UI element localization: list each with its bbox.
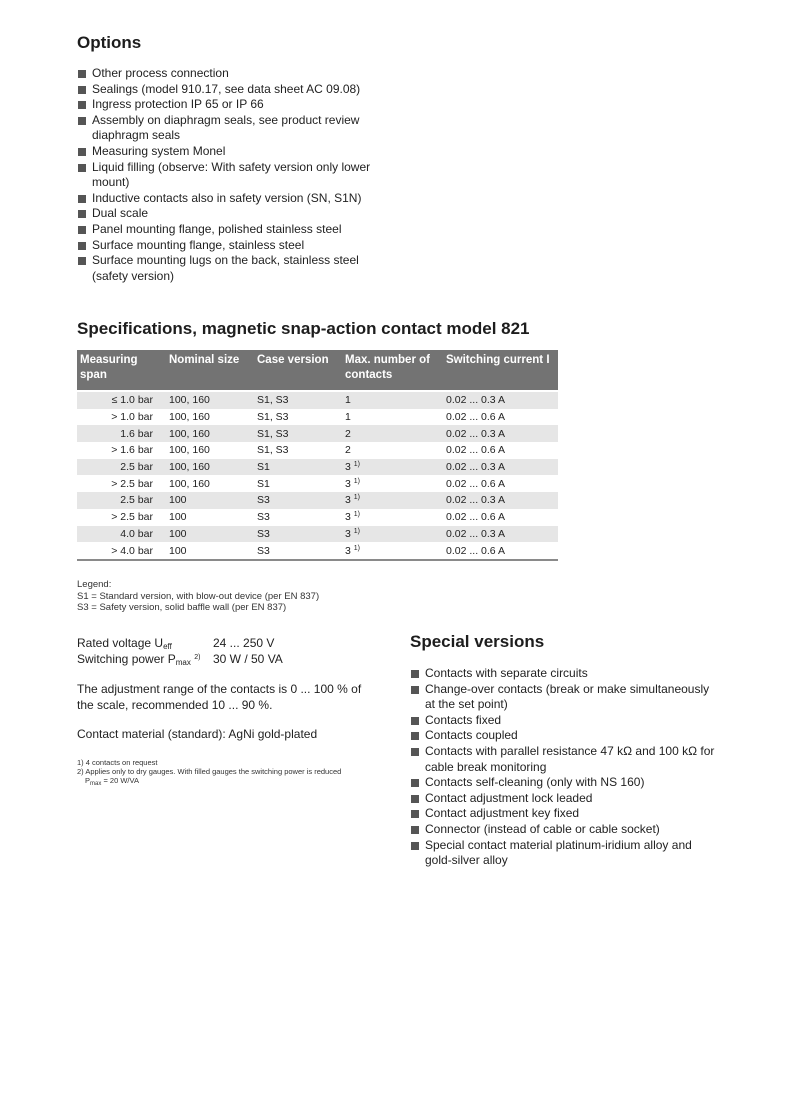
cell-case: S3: [254, 492, 342, 509]
list-item: Measuring system Monel: [77, 144, 392, 160]
cell-case: S1, S3: [257, 444, 289, 457]
footnote-2: 2) Applies only to dry gauges. With filled gauges the switching power is reduced: [77, 767, 342, 776]
bullet-square-icon: [411, 826, 419, 834]
legend-title: Legend:: [77, 579, 112, 590]
cell-span: 1.6 bar: [77, 425, 166, 442]
cell-contacts: 3 $^{1)}$: [342, 492, 443, 509]
cell-contacts: 2: [342, 425, 443, 442]
bullet-square-icon: [411, 810, 419, 818]
switching-power-label: Switching power $P_{max}$ $^{2)}$: [77, 652, 201, 667]
list-item: Surface mounting lugs on the back, stainless steel (safety version): [77, 253, 392, 284]
cell-contacts: 3 $^{1)}$: [345, 477, 360, 490]
cell-case: S1, S3: [254, 391, 342, 409]
adjustment-text: The adjustment range of the contacts is 0 ... 100 % of the scale, recommended 10 ... 90 %.: [77, 682, 362, 712]
options-heading: Options: [77, 33, 142, 52]
list-item: Sealings (model 910.17, see data sheet AC 09.08): [77, 82, 392, 98]
cell-size: 100, 160: [166, 391, 254, 409]
cell-size: 100, 160: [166, 425, 254, 442]
ratings: [77, 636, 387, 743]
cell-current: 0.02 ... 0.3 A: [443, 526, 558, 543]
list-item: Contacts with separate circuits: [410, 666, 720, 682]
cell-size: 100, 160: [166, 459, 254, 476]
special-heading: Special versions: [410, 632, 545, 651]
bullet-square-icon: [78, 195, 86, 203]
cell-contacts: 2: [345, 444, 351, 457]
list-item: Contacts fixed: [410, 713, 720, 729]
bullet-square-icon: [411, 670, 419, 678]
cell-case: S1, S3: [254, 425, 342, 442]
cell-span: 4.0 bar: [77, 526, 166, 543]
column-header: Max. number of contacts: [342, 350, 443, 391]
cell-size: 100, 160: [169, 444, 210, 457]
cell-current: 0.02 ... 0.6 A: [446, 411, 505, 424]
column-header: Nominal size: [166, 350, 254, 391]
table-row: [77, 391, 558, 409]
list-item: Contact adjustment key fixed: [410, 806, 720, 822]
cell-current: 0.02 ... 0.6 A: [446, 477, 505, 490]
list-item: Contacts with parallel resistance 47 kΩ and 100 kΩ for cable break monitoring: [410, 744, 720, 775]
list-item: Inductive contacts also in safety version (SN, S1N): [77, 191, 392, 207]
bullet-square-icon: [78, 257, 86, 265]
cell-case: S3: [254, 542, 342, 560]
table-row: [77, 542, 558, 560]
cell-contacts: 3 $^{1)}$: [342, 526, 443, 543]
list-item: Liquid filling (observe: With safety version only lower mount): [77, 160, 392, 191]
table-row: [77, 492, 558, 509]
bullet-square-icon: [78, 210, 86, 218]
table-row: [77, 475, 558, 492]
special-list: [410, 666, 720, 869]
bullet-square-icon: [411, 842, 419, 850]
cell-case: S3: [257, 511, 270, 524]
footnote-1: 1) 4 contacts on request: [77, 758, 158, 767]
footnote-2-cont: $P_{max} = 20$ W/VA: [85, 776, 139, 787]
cell-case: S3: [254, 526, 342, 543]
list-item: Assembly on diaphragm seals, see product review diaphragm seals: [77, 113, 392, 144]
cell-size: 100: [166, 526, 254, 543]
cell-current: 0.02 ... 0.6 A: [446, 511, 505, 524]
table-header-row: [77, 350, 558, 391]
bullet-square-icon: [78, 86, 86, 94]
cell-span: 2.5 bar: [77, 459, 166, 476]
cell-span: > 2.5 bar: [111, 477, 153, 490]
cell-case: S1: [257, 477, 270, 490]
cell-contacts: 3 $^{1)}$: [342, 542, 443, 560]
table-row: [77, 509, 558, 526]
list-item: Contacts coupled: [410, 728, 720, 744]
cell-size: 100, 160: [169, 411, 210, 424]
bullet-square-icon: [78, 101, 86, 109]
cell-span: 2.5 bar: [77, 492, 166, 509]
legend: [77, 579, 319, 614]
column-header: Switching current I: [443, 350, 558, 391]
bullet-square-icon: [411, 717, 419, 725]
bullet-square-icon: [78, 148, 86, 156]
bullet-square-icon: [411, 748, 419, 756]
list-item: Panel mounting flange, polished stainless steel: [77, 222, 392, 238]
bullet-square-icon: [411, 732, 419, 740]
table-row: [77, 442, 558, 459]
list-item: Contacts self-cleaning (only with NS 160): [410, 775, 720, 791]
list-item: Special contact material platinum-iridium alloy and gold-silver alloy: [410, 838, 720, 869]
cell-size: 100: [166, 492, 254, 509]
cell-span: > 1.6 bar: [111, 444, 153, 457]
legend-s3: S3 = Safety version, solid baffle wall (per EN 837): [77, 602, 287, 613]
cell-current: 0.02 ... 0.3 A: [443, 425, 558, 442]
cell-size: 100: [169, 511, 187, 524]
rated-voltage-label: Rated voltage $U_{eff}$: [77, 636, 172, 651]
specs-heading: Specifications, magnetic snap-action contact model 821: [77, 319, 530, 338]
cell-span: > 4.0 bar: [77, 542, 166, 560]
specs-table: [77, 350, 558, 561]
table-row: [77, 425, 558, 442]
cell-span: ≤ 1.0 bar: [77, 391, 166, 409]
bullet-square-icon: [78, 70, 86, 78]
contact-material-text: Contact material (standard): AgNi gold-plated: [77, 727, 318, 742]
footnotes: [77, 758, 341, 785]
cell-case: S1: [254, 459, 342, 476]
legend-s1: S1 = Standard version, with blow-out device (per EN 837): [77, 590, 320, 602]
rated-voltage-row: [77, 636, 387, 652]
switching-power-value: 30 W / 50 VA: [213, 652, 283, 666]
options-list: [77, 66, 392, 284]
list-item: Change-over contacts (break or make simultaneously at the set point): [410, 682, 720, 713]
cell-size: 100, 160: [169, 477, 210, 490]
bullet-square-icon: [411, 779, 419, 787]
table-row: [77, 459, 558, 476]
list-item: Connector (instead of cable or cable socket): [410, 822, 720, 838]
list-item: Dual scale: [77, 206, 392, 222]
cell-case: S1, S3: [257, 411, 289, 424]
column-header: Case version: [254, 350, 342, 391]
cell-contacts: 3 $^{1)}$: [342, 459, 443, 476]
cell-current: 0.02 ... 0.3 A: [443, 492, 558, 509]
list-item: Ingress protection IP 65 or IP 66: [77, 97, 392, 113]
bullet-square-icon: [411, 795, 419, 803]
list-item: Contact adjustment lock leaded: [410, 791, 720, 807]
cell-contacts: 3 $^{1)}$: [345, 511, 360, 524]
list-item: Surface mounting flange, stainless steel: [77, 238, 392, 254]
cell-span: > 2.5 bar: [111, 511, 153, 524]
cell-current: 0.02 ... 0.6 A: [443, 542, 558, 560]
cell-current: 0.02 ... 0.3 A: [443, 459, 558, 476]
bullet-square-icon: [78, 117, 86, 125]
switching-power-row: [77, 652, 387, 668]
list-item: Other process connection: [77, 66, 392, 82]
table-row: [77, 409, 558, 426]
bullet-square-icon: [78, 164, 86, 172]
cell-current: 0.02 ... 0.6 A: [446, 444, 505, 457]
rated-voltage-value: 24 ... 250 V: [213, 636, 275, 650]
cell-size: 100: [166, 542, 254, 560]
cell-current: 0.02 ... 0.3 A: [443, 391, 558, 409]
column-header: Measuring span: [77, 350, 166, 391]
bullet-square-icon: [411, 686, 419, 694]
bullet-square-icon: [78, 242, 86, 250]
cell-contacts: 1: [345, 411, 351, 424]
cell-contacts: 1: [342, 391, 443, 409]
table-row: [77, 526, 558, 543]
bullet-square-icon: [78, 226, 86, 234]
cell-span: > 1.0 bar: [111, 411, 153, 424]
